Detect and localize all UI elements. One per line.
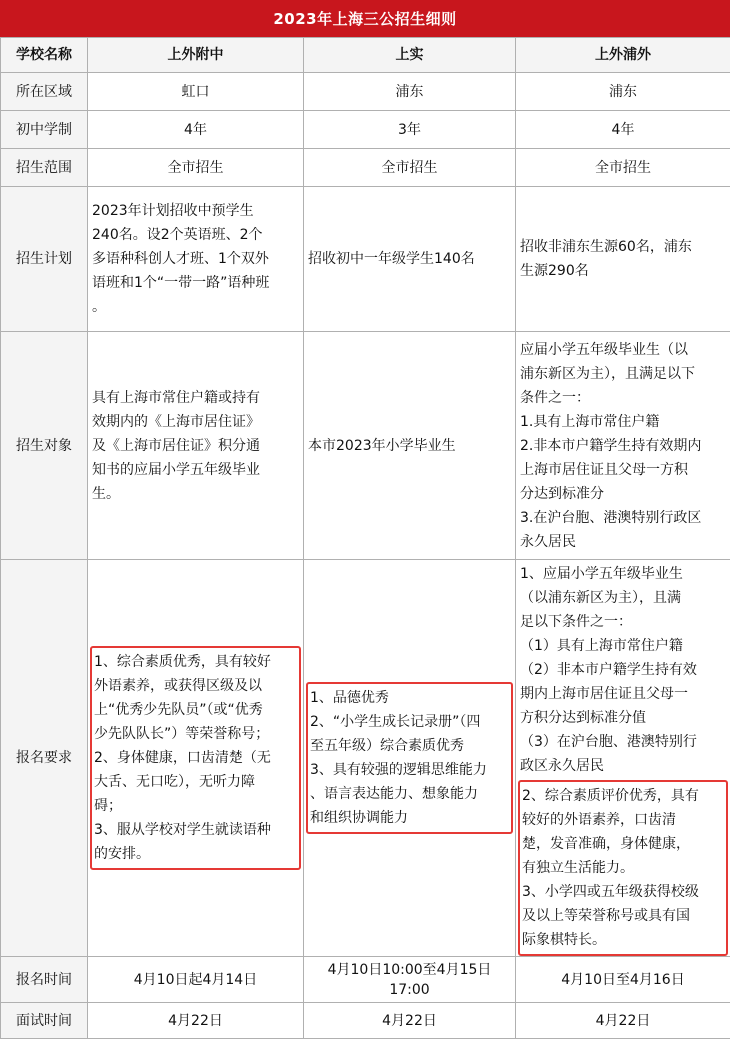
highlight-box bbox=[90, 646, 301, 870]
text-line: 1、综合素质优秀，具有较好 bbox=[94, 650, 297, 674]
text-line: 政区永久居民 bbox=[520, 754, 726, 778]
row-label: 报名要求 bbox=[1, 560, 88, 957]
region-row bbox=[1, 73, 730, 111]
text-line: 3、具有较强的逻辑思维能力 bbox=[310, 758, 509, 782]
text-line: 2023年计划招收中预学生 bbox=[92, 199, 299, 223]
text-line: 。 bbox=[92, 295, 299, 319]
highlight-box bbox=[306, 682, 513, 834]
text-line: 招收非浦东生源60名，浦东 bbox=[520, 235, 726, 259]
text-line: 期内上海市居住证且父母一 bbox=[520, 682, 726, 706]
text-line: 碍； bbox=[94, 794, 297, 818]
text-line: 2.非本市户籍学生持有效期内 bbox=[520, 434, 726, 458]
text-line: 效期内的《上海市居住证》 bbox=[92, 410, 299, 434]
admission-table bbox=[0, 37, 730, 1039]
text-line: 少先队队长”）等荣誉称号； bbox=[94, 722, 297, 746]
target-cell bbox=[516, 332, 730, 560]
text-line: 生。 bbox=[92, 482, 299, 506]
years-value: 3年 bbox=[304, 111, 516, 149]
text-line: 上“优秀少先队员”（或“优秀 bbox=[94, 698, 297, 722]
text-line: 及以上等荣誉称号或具有国 bbox=[522, 904, 724, 928]
target-cell bbox=[88, 332, 304, 560]
region-value: 浦东 bbox=[516, 73, 730, 111]
row-label: 面试时间 bbox=[1, 1003, 88, 1039]
plan-cell bbox=[88, 187, 304, 332]
text-line: 1、品德优秀 bbox=[310, 686, 509, 710]
text-line: 和组织协调能力 bbox=[310, 806, 509, 830]
scope-value: 全市招生 bbox=[304, 149, 516, 187]
school-name: 上外附中 bbox=[88, 38, 304, 73]
row-label: 招生计划 bbox=[1, 187, 88, 332]
text-line: 较好的外语素养，口齿清 bbox=[522, 808, 724, 832]
text-line: （1）具有上海市常住户籍 bbox=[520, 634, 726, 658]
text-line: 条件之一： bbox=[520, 386, 726, 410]
text-line: 应届小学五年级毕业生（以 bbox=[520, 338, 726, 362]
interview-time-value: 4月22日 bbox=[304, 1003, 516, 1039]
school-name: 上外浦外 bbox=[516, 38, 730, 73]
text-line: 3、服从学校对学生就读语种 bbox=[94, 818, 297, 842]
scope-value: 全市招生 bbox=[516, 149, 730, 187]
highlight-box bbox=[518, 780, 728, 956]
text-line: 际象棋特长。 bbox=[522, 928, 724, 952]
text-line: 及《上海市居住证》积分通 bbox=[92, 434, 299, 458]
scope-value: 全市招生 bbox=[88, 149, 304, 187]
text-line: 2、身体健康，口齿清楚（无 bbox=[94, 746, 297, 770]
header-label: 学校名称 bbox=[1, 38, 88, 73]
text-line: 多语种科创人才班、1个双外 bbox=[92, 247, 299, 271]
text-line: 语班和1个“一带一路”语种班 bbox=[92, 271, 299, 295]
target-cell bbox=[304, 332, 516, 560]
apply-time-value: 4月10日10:00至4月15日 17:00 bbox=[304, 957, 516, 1003]
target-row bbox=[1, 332, 730, 560]
row-label: 招生范围 bbox=[1, 149, 88, 187]
requirements-cell bbox=[304, 560, 516, 957]
apply-time-value: 4月10日至4月16日 bbox=[516, 957, 730, 1003]
row-label: 招生对象 bbox=[1, 332, 88, 560]
text-line: 2、“小学生成长记录册”（四 bbox=[310, 710, 509, 734]
row-label: 初中学制 bbox=[1, 111, 88, 149]
region-value: 虹口 bbox=[88, 73, 304, 111]
text-line: 外语素养，或获得区级及以 bbox=[94, 674, 297, 698]
interview-time-value: 4月22日 bbox=[516, 1003, 730, 1039]
school-name: 上实 bbox=[304, 38, 516, 73]
requirements-cell bbox=[88, 560, 304, 957]
plan-cell bbox=[516, 187, 730, 332]
years-row bbox=[1, 111, 730, 149]
requirements-row bbox=[1, 560, 730, 957]
text-line: 生源290名 bbox=[520, 259, 726, 283]
plan-row bbox=[1, 187, 730, 332]
apply-time-value: 4月10日起4月14日 bbox=[88, 957, 304, 1003]
text-line: 楚，发音准确，身体健康， bbox=[522, 832, 724, 856]
text-line: 上海市居住证且父母一方积 bbox=[520, 458, 726, 482]
text-line: 3.在沪台胞、港澳特别行政区 bbox=[520, 506, 726, 530]
text-line: 1.具有上海市常住户籍 bbox=[520, 410, 726, 434]
text-line: 有独立生活能力。 bbox=[522, 856, 724, 880]
text-line: 、语言表达能力、想象能力 bbox=[310, 782, 509, 806]
page-title: 2023年上海三公招生细则 bbox=[0, 0, 730, 37]
text-line: 永久居民 bbox=[520, 530, 726, 554]
text-line: （以浦东新区为主），且满 bbox=[520, 586, 726, 610]
text-line: 知书的应届小学五年级毕业 bbox=[92, 458, 299, 482]
region-value: 浦东 bbox=[304, 73, 516, 111]
text-line: 足以下条件之一： bbox=[520, 610, 726, 634]
text-line: 方积分达到标准分值 bbox=[520, 706, 726, 730]
interview-time-row bbox=[1, 1003, 730, 1039]
text-line: 至五年级）综合素质优秀 bbox=[310, 734, 509, 758]
years-value: 4年 bbox=[516, 111, 730, 149]
text-line: （3）在沪台胞、港澳特别行 bbox=[520, 730, 726, 754]
apply-time-row bbox=[1, 957, 730, 1003]
row-label: 报名时间 bbox=[1, 957, 88, 1003]
text-line: 2、综合素质评价优秀，具有 bbox=[522, 784, 724, 808]
requirements-cell bbox=[516, 560, 730, 957]
text-line: 分达到标准分 bbox=[520, 482, 726, 506]
text-line: 1、应届小学五年级毕业生 bbox=[520, 562, 726, 586]
text-line: 具有上海市常住户籍或持有 bbox=[92, 386, 299, 410]
text-line: 的安排。 bbox=[94, 842, 297, 866]
text-line: 招收初中一年级学生140名 bbox=[308, 247, 511, 271]
text-line: 大舌、无口吃），无听力障 bbox=[94, 770, 297, 794]
scope-row bbox=[1, 149, 730, 187]
interview-time-value: 4月22日 bbox=[88, 1003, 304, 1039]
text-line: 本市2023年小学毕业生 bbox=[308, 434, 511, 458]
header-row bbox=[1, 38, 730, 73]
row-label: 所在区域 bbox=[1, 73, 88, 111]
text-line: 3、小学四或五年级获得校级 bbox=[522, 880, 724, 904]
text-line: 240名。设2个英语班、2个 bbox=[92, 223, 299, 247]
text-line: 浦东新区为主），且满足以下 bbox=[520, 362, 726, 386]
text-line: （2）非本市户籍学生持有效 bbox=[520, 658, 726, 682]
years-value: 4年 bbox=[88, 111, 304, 149]
plan-cell bbox=[304, 187, 516, 332]
